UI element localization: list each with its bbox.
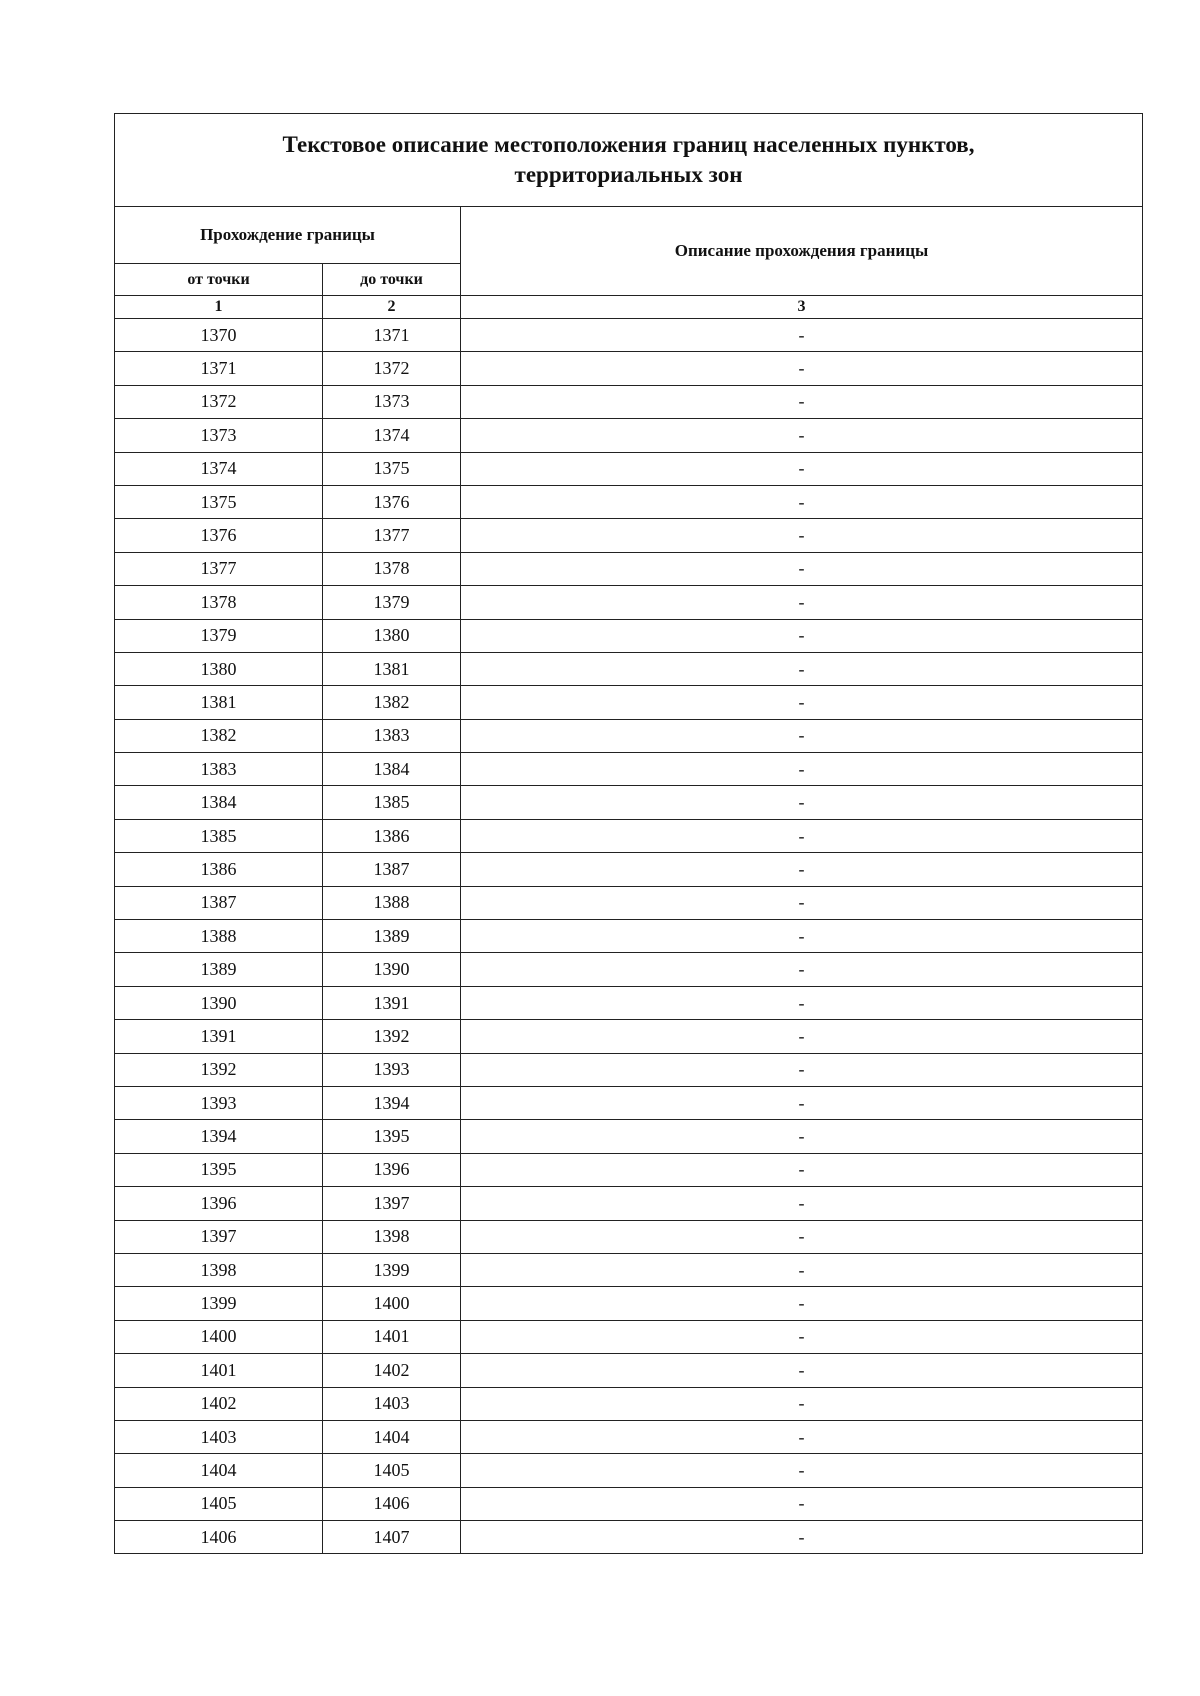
cell-description: - bbox=[461, 652, 1143, 685]
cell-description: - bbox=[461, 986, 1143, 1019]
column-number-3: 3 bbox=[461, 296, 1143, 319]
cell-from-point: 1400 bbox=[115, 1320, 323, 1353]
cell-to-point: 1398 bbox=[323, 1220, 461, 1253]
cell-description: - bbox=[461, 920, 1143, 953]
table-row bbox=[115, 519, 1143, 552]
cell-description: - bbox=[461, 352, 1143, 385]
cell-description: - bbox=[461, 552, 1143, 585]
cell-from-point: 1379 bbox=[115, 619, 323, 652]
cell-to-point: 1376 bbox=[323, 485, 461, 518]
cell-to-point: 1386 bbox=[323, 819, 461, 852]
table-row bbox=[115, 352, 1143, 385]
cell-description: - bbox=[461, 1187, 1143, 1220]
cell-to-point: 1399 bbox=[323, 1253, 461, 1286]
document-page bbox=[114, 113, 1142, 1554]
table-row bbox=[115, 1354, 1143, 1387]
cell-from-point: 1371 bbox=[115, 352, 323, 385]
cell-from-point: 1388 bbox=[115, 920, 323, 953]
cell-from-point: 1394 bbox=[115, 1120, 323, 1153]
cell-description: - bbox=[461, 1220, 1143, 1253]
cell-from-point: 1386 bbox=[115, 853, 323, 886]
cell-to-point: 1372 bbox=[323, 352, 461, 385]
cell-description: - bbox=[461, 485, 1143, 518]
cell-from-point: 1378 bbox=[115, 586, 323, 619]
cell-description: - bbox=[461, 1454, 1143, 1487]
cell-description: - bbox=[461, 753, 1143, 786]
cell-description: - bbox=[461, 1153, 1143, 1186]
cell-to-point: 1382 bbox=[323, 686, 461, 719]
cell-to-point: 1378 bbox=[323, 552, 461, 585]
cell-from-point: 1384 bbox=[115, 786, 323, 819]
table-row bbox=[115, 1320, 1143, 1353]
table-row bbox=[115, 1020, 1143, 1053]
cell-to-point: 1380 bbox=[323, 619, 461, 652]
cell-from-point: 1385 bbox=[115, 819, 323, 852]
header-description: Описание прохождения границы bbox=[461, 207, 1143, 296]
table-row bbox=[115, 652, 1143, 685]
table-row bbox=[115, 786, 1143, 819]
cell-from-point: 1391 bbox=[115, 1020, 323, 1053]
cell-from-point: 1389 bbox=[115, 953, 323, 986]
cell-description: - bbox=[461, 1120, 1143, 1153]
table-row bbox=[115, 1454, 1143, 1487]
cell-to-point: 1407 bbox=[323, 1521, 461, 1554]
table-row bbox=[115, 1521, 1143, 1554]
table-row bbox=[115, 853, 1143, 886]
cell-to-point: 1397 bbox=[323, 1187, 461, 1220]
cell-description: - bbox=[461, 1521, 1143, 1554]
cell-from-point: 1374 bbox=[115, 452, 323, 485]
column-number-1: 1 bbox=[115, 296, 323, 319]
table-row bbox=[115, 1187, 1143, 1220]
cell-to-point: 1388 bbox=[323, 886, 461, 919]
cell-to-point: 1393 bbox=[323, 1053, 461, 1086]
cell-from-point: 1406 bbox=[115, 1521, 323, 1554]
cell-from-point: 1402 bbox=[115, 1387, 323, 1420]
cell-from-point: 1377 bbox=[115, 552, 323, 585]
cell-from-point: 1397 bbox=[115, 1220, 323, 1253]
cell-description: - bbox=[461, 385, 1143, 418]
table-row bbox=[115, 1120, 1143, 1153]
table-row bbox=[115, 552, 1143, 585]
cell-to-point: 1379 bbox=[323, 586, 461, 619]
table-row bbox=[115, 953, 1143, 986]
cell-from-point: 1396 bbox=[115, 1187, 323, 1220]
cell-to-point: 1404 bbox=[323, 1420, 461, 1453]
cell-from-point: 1376 bbox=[115, 519, 323, 552]
cell-from-point: 1383 bbox=[115, 753, 323, 786]
table-row bbox=[115, 1153, 1143, 1186]
cell-to-point: 1391 bbox=[323, 986, 461, 1019]
cell-to-point: 1396 bbox=[323, 1153, 461, 1186]
cell-from-point: 1370 bbox=[115, 319, 323, 352]
table-row bbox=[115, 920, 1143, 953]
cell-description: - bbox=[461, 452, 1143, 485]
cell-from-point: 1395 bbox=[115, 1153, 323, 1186]
table-row bbox=[115, 1420, 1143, 1453]
cell-description: - bbox=[461, 419, 1143, 452]
cell-from-point: 1387 bbox=[115, 886, 323, 919]
table-row bbox=[115, 452, 1143, 485]
cell-description: - bbox=[461, 619, 1143, 652]
table-row bbox=[115, 586, 1143, 619]
cell-description: - bbox=[461, 1086, 1143, 1119]
table-row bbox=[115, 819, 1143, 852]
cell-description: - bbox=[461, 1387, 1143, 1420]
table-row bbox=[115, 619, 1143, 652]
cell-to-point: 1389 bbox=[323, 920, 461, 953]
cell-description: - bbox=[461, 1253, 1143, 1286]
cell-description: - bbox=[461, 953, 1143, 986]
table-row bbox=[115, 986, 1143, 1019]
cell-description: - bbox=[461, 1053, 1143, 1086]
column-number-2: 2 bbox=[323, 296, 461, 319]
table-row bbox=[115, 1220, 1143, 1253]
cell-from-point: 1382 bbox=[115, 719, 323, 752]
cell-to-point: 1373 bbox=[323, 385, 461, 418]
cell-to-point: 1371 bbox=[323, 319, 461, 352]
cell-to-point: 1403 bbox=[323, 1387, 461, 1420]
cell-from-point: 1393 bbox=[115, 1086, 323, 1119]
table-row bbox=[115, 1287, 1143, 1320]
cell-to-point: 1375 bbox=[323, 452, 461, 485]
cell-from-point: 1399 bbox=[115, 1287, 323, 1320]
cell-to-point: 1377 bbox=[323, 519, 461, 552]
title-line-1: Текстовое описание местоположения границ населенных пунктов, bbox=[282, 132, 975, 157]
cell-description: - bbox=[461, 686, 1143, 719]
cell-description: - bbox=[461, 1287, 1143, 1320]
cell-description: - bbox=[461, 1487, 1143, 1520]
table-row bbox=[115, 385, 1143, 418]
cell-description: - bbox=[461, 853, 1143, 886]
cell-description: - bbox=[461, 786, 1143, 819]
cell-to-point: 1400 bbox=[323, 1287, 461, 1320]
cell-to-point: 1394 bbox=[323, 1086, 461, 1119]
cell-to-point: 1381 bbox=[323, 652, 461, 685]
table-row bbox=[115, 1053, 1143, 1086]
table-row bbox=[115, 719, 1143, 752]
cell-to-point: 1406 bbox=[323, 1487, 461, 1520]
table-title bbox=[115, 114, 1143, 207]
cell-to-point: 1401 bbox=[323, 1320, 461, 1353]
cell-description: - bbox=[461, 319, 1143, 352]
table-row bbox=[115, 886, 1143, 919]
cell-description: - bbox=[461, 519, 1143, 552]
cell-to-point: 1402 bbox=[323, 1354, 461, 1387]
table-row bbox=[115, 1086, 1143, 1119]
cell-to-point: 1385 bbox=[323, 786, 461, 819]
cell-from-point: 1404 bbox=[115, 1454, 323, 1487]
cell-to-point: 1395 bbox=[323, 1120, 461, 1153]
cell-to-point: 1384 bbox=[323, 753, 461, 786]
cell-from-point: 1398 bbox=[115, 1253, 323, 1286]
header-from-point: от точки bbox=[115, 264, 323, 296]
cell-from-point: 1375 bbox=[115, 485, 323, 518]
cell-from-point: 1390 bbox=[115, 986, 323, 1019]
header-to-point: до точки bbox=[323, 264, 461, 296]
table-row bbox=[115, 1487, 1143, 1520]
cell-to-point: 1405 bbox=[323, 1454, 461, 1487]
cell-description: - bbox=[461, 1354, 1143, 1387]
cell-from-point: 1381 bbox=[115, 686, 323, 719]
table-row bbox=[115, 485, 1143, 518]
cell-from-point: 1405 bbox=[115, 1487, 323, 1520]
boundary-table bbox=[114, 113, 1143, 1554]
cell-from-point: 1403 bbox=[115, 1420, 323, 1453]
cell-from-point: 1392 bbox=[115, 1053, 323, 1086]
cell-to-point: 1374 bbox=[323, 419, 461, 452]
cell-description: - bbox=[461, 586, 1143, 619]
cell-description: - bbox=[461, 886, 1143, 919]
table-body bbox=[115, 319, 1143, 1554]
table-row bbox=[115, 419, 1143, 452]
cell-description: - bbox=[461, 819, 1143, 852]
cell-description: - bbox=[461, 719, 1143, 752]
cell-description: - bbox=[461, 1320, 1143, 1353]
cell-from-point: 1372 bbox=[115, 385, 323, 418]
title-line-2: территориальных зон bbox=[514, 162, 743, 187]
table-row bbox=[115, 686, 1143, 719]
table-row bbox=[115, 1253, 1143, 1286]
table-row bbox=[115, 319, 1143, 352]
cell-to-point: 1392 bbox=[323, 1020, 461, 1053]
cell-description: - bbox=[461, 1020, 1143, 1053]
header-passage: Прохождение границы bbox=[115, 207, 461, 264]
cell-from-point: 1380 bbox=[115, 652, 323, 685]
cell-to-point: 1387 bbox=[323, 853, 461, 886]
cell-to-point: 1383 bbox=[323, 719, 461, 752]
table-row bbox=[115, 1387, 1143, 1420]
cell-from-point: 1373 bbox=[115, 419, 323, 452]
cell-to-point: 1390 bbox=[323, 953, 461, 986]
cell-description: - bbox=[461, 1420, 1143, 1453]
cell-from-point: 1401 bbox=[115, 1354, 323, 1387]
table-row bbox=[115, 753, 1143, 786]
